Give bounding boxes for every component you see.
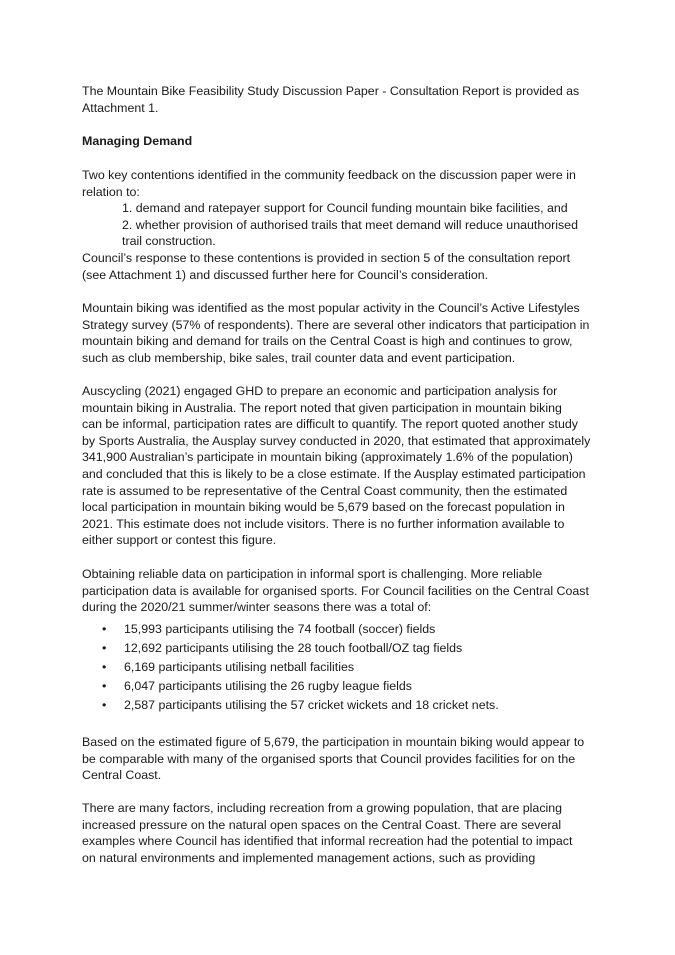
text-line: can be informal, participation rates are difficult to quantify. The report quoted another study: [82, 417, 578, 432]
popularity-paragraph: [82, 300, 612, 366]
text-line: Strategy survey (57% of respondents). There are several other indicators that participation in: [82, 317, 590, 332]
numbered-item-continuation: trail construction.: [122, 234, 216, 249]
text-line: such as club membership, bike sales, trail counter data and event participation.: [82, 350, 516, 365]
participation-bullet-list: [100, 620, 499, 715]
contentions-intro-paragraph: [82, 167, 612, 283]
text-line: mountain biking in Australia. The report noted that given participation in mountain biking: [82, 400, 562, 415]
obtaining-paragraph: [82, 566, 612, 616]
numbered-item: 1. demand and ratepayer support for Council funding mountain bike facilities, and: [122, 201, 568, 216]
bullet-item: • 12,692 participants utilising the 28 touch football/OZ tag fields: [100, 639, 499, 658]
text-line: Obtaining reliable data on participation in informal sport is challenging. More reliable: [82, 567, 543, 581]
text-line: Two key contentions identified in the community feedback on the discussion paper were in: [82, 168, 576, 182]
auscycling-paragraph: [82, 383, 612, 549]
text-line: 2021. This estimate does not include visitors. There is no further information available to: [82, 516, 565, 531]
bullet-item: • 6,169 participants utilising netball facilities: [100, 658, 499, 677]
text-line: Central Coast.: [82, 768, 162, 783]
text-line: by Sports Australia, the Ausplay survey conducted in 2020, that estimated that approximately: [82, 433, 591, 448]
intro-paragraph: [82, 83, 612, 116]
numbered-item: 2. whether provision of authorised trails that meet demand will reduce unauthorised: [122, 217, 578, 232]
text-line: There are many factors, including recreation from a growing population, that are placing: [82, 801, 563, 815]
text-line: mountain biking and demand for trails on the Central Coast is high and continues to grow,: [82, 334, 573, 349]
section-heading: Managing Demand: [82, 134, 193, 148]
bullet-item: • 6,047 participants utilising the 26 rugby league fields: [100, 677, 499, 696]
factors-paragraph: [82, 800, 612, 866]
text-line: increased pressure on the natural open spaces on the Central Coast. There are several: [82, 817, 562, 832]
text-line: Mountain biking was identified as the most popular activity in the Council’s Active Lifestyles: [82, 301, 580, 315]
text-line: Attachment 1.: [82, 100, 159, 115]
bullet-item: • 2,587 participants utilising the 57 cricket wickets and 18 cricket nets.: [100, 696, 499, 715]
based-paragraph: [82, 734, 612, 784]
text-line: examples where Council has identified that informal recreation had the potential to impact: [82, 834, 573, 849]
text-line: Council’s response to these contentions is provided in section 5 of the consultation report: [82, 250, 571, 265]
text-line: participation data is available for organised sports. For Council facilities on the Central Coast: [82, 583, 589, 598]
text-line: either support or contest this figure.: [82, 533, 277, 548]
text-line: Based on the estimated figure of 5,679, the participation in mountain biking would appear to: [82, 735, 585, 749]
text-line: during the 2020/21 summer/winter seasons there was a total of:: [82, 600, 432, 615]
text-line: and concluded that this is likely to be a close estimate. If the Ausplay estimated participation: [82, 466, 586, 481]
text-line: be comparable with many of the organised sports that Council provides facilities for on the: [82, 751, 576, 766]
text-line: relation to:: [82, 184, 140, 199]
text-line: (see Attachment 1) and discussed further here for Council’s consideration.: [82, 267, 489, 282]
text-line: rate is assumed to be representative of the Central Coast community, then the estimated: [82, 483, 568, 498]
bullet-item: • 15,993 participants utilising the 74 football (soccer) fields: [100, 620, 499, 639]
text-line: Auscycling (2021) engaged GHD to prepare an economic and participation analysis for: [82, 384, 558, 398]
text-line: on natural environments and implemented management actions, such as providing: [82, 850, 536, 865]
text-line: 341,900 Australian’s participate in mountain biking (approximately 1.6% of the population): [82, 450, 573, 465]
text-line: The Mountain Bike Feasibility Study Discussion Paper - Consultation Report is provided as: [82, 84, 580, 98]
text-line: local participation in mountain biking would be 5,679 based on the forecast population in: [82, 500, 565, 515]
